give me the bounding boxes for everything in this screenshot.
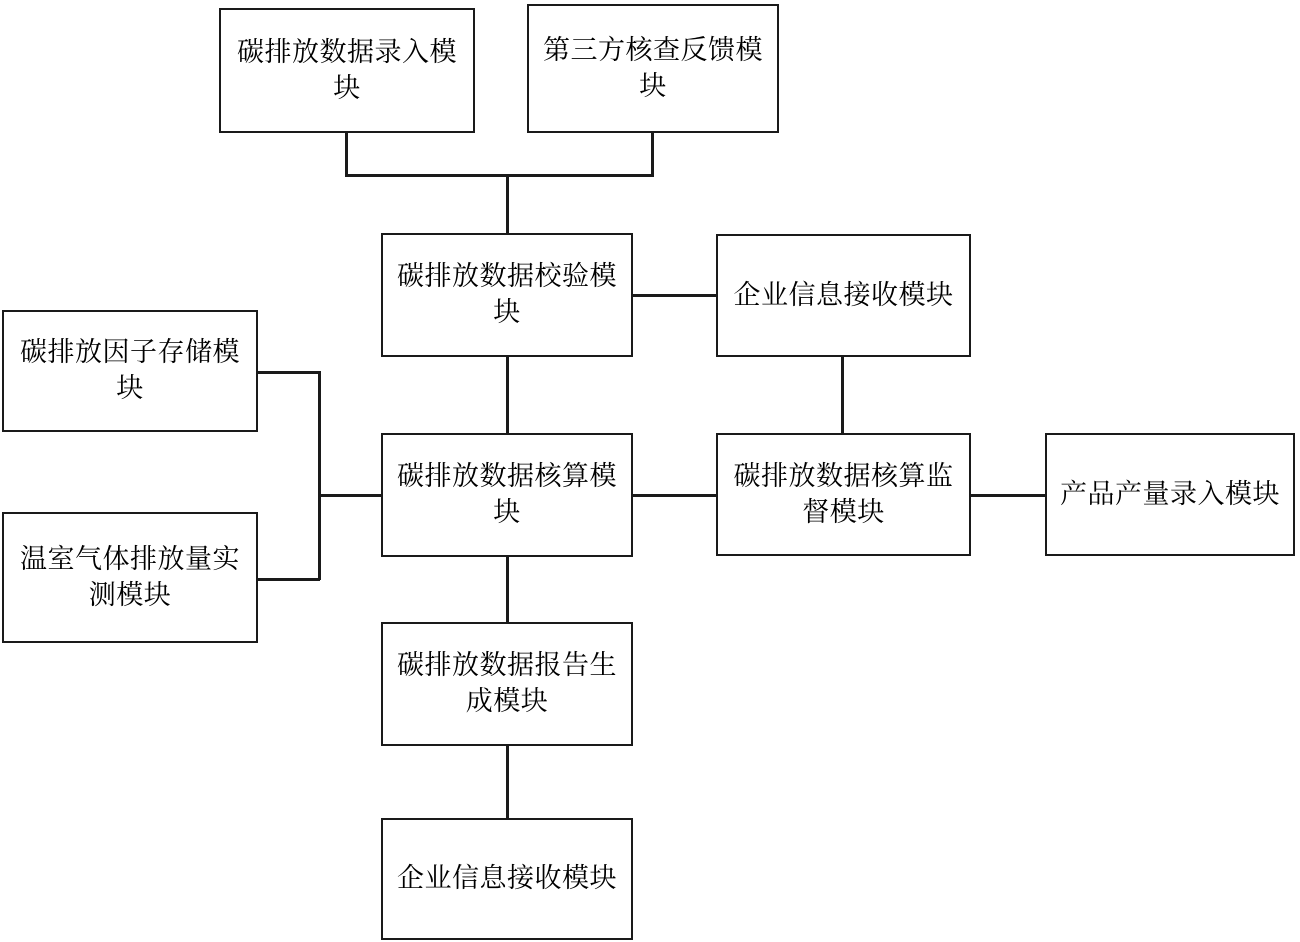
connector-factor-to-bus [258, 371, 320, 374]
node-label: 温室气体排放量实测模块 [20, 543, 240, 610]
node-label: 第三方核查反馈模块 [543, 34, 763, 101]
connector-entinfo-down [841, 357, 844, 435]
node-label: 碳排放数据核算模块 [397, 461, 617, 527]
connector-bus-to-acct [318, 494, 384, 497]
node-carbon-factor-storage [2, 310, 258, 432]
node-carbon-data-verify [381, 233, 633, 357]
connector-top-bus [345, 174, 654, 177]
connector-bus-to-verify [506, 174, 509, 235]
node-label: 碳排放数据录入模块 [237, 36, 457, 103]
connector-acct-to-super [633, 494, 718, 497]
node-ghg-emission-measure [2, 512, 258, 643]
node-carbon-data-entry [219, 8, 475, 133]
node-carbon-accounting [381, 433, 633, 557]
node-label: 碳排放因子存储模块 [20, 337, 240, 403]
connector-acct-to-report [506, 557, 509, 624]
node-label: 碳排放数据报告生成模块 [397, 650, 617, 716]
node-enterprise-info-receive-1 [716, 234, 971, 357]
connector-left-bus-v [318, 371, 321, 580]
node-carbon-accounting-super [716, 433, 971, 556]
connector-audit-down [651, 133, 654, 177]
node-third-party-audit [527, 4, 779, 133]
connector-verify-to-entinfo [633, 294, 718, 297]
node-carbon-report-generate [381, 622, 633, 746]
node-label: 产品产量录入模块 [1060, 478, 1280, 509]
connector-verify-to-acct [506, 357, 509, 435]
node-product-output-entry [1045, 433, 1295, 556]
node-label: 企业信息接收模块 [397, 863, 617, 894]
connector-ghg-to-bus [258, 578, 320, 581]
node-label: 碳排放数据校验模块 [397, 261, 617, 327]
connector-super-to-product [971, 494, 1047, 497]
node-label: 企业信息接收模块 [733, 279, 954, 310]
node-label: 碳排放数据核算监督模块 [733, 460, 954, 527]
connector-report-to-entinfo [506, 746, 509, 820]
node-enterprise-info-receive-2 [381, 818, 633, 940]
connector-entry-down [345, 133, 348, 177]
